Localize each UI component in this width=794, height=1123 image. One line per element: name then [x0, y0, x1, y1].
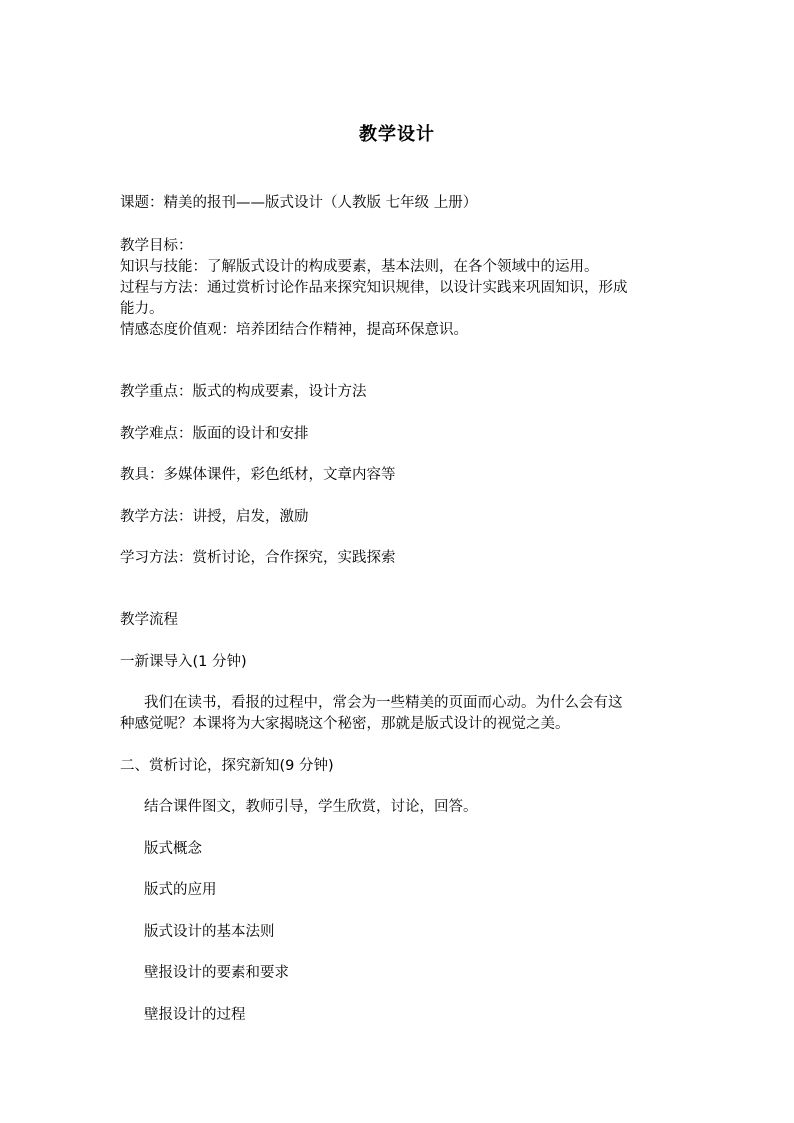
section2-intro: 结合课件图文，教师引导，学生欣赏，讨论，回答。 [144, 799, 478, 815]
objective-emotion: 情感态度价值观：培养团结合作精神，提高环保意识。 [120, 322, 468, 338]
key-points: 教学重点：版式的构成要素，设计方法 [120, 384, 367, 400]
section2-heading: 二、赏析讨论，探究新知(9 分钟) [120, 758, 334, 774]
list-item: 壁报设计的过程 [144, 1007, 246, 1023]
teaching-methods: 教学方法：讲授，启发，激励 [120, 509, 309, 525]
difficulties: 教学难点：版面的设计和安排 [120, 426, 309, 442]
flow-heading: 教学流程 [120, 612, 178, 628]
list-item: 版式设计的基本法则 [144, 924, 275, 940]
topic-line: 课题：精美的报刊——版式设计（人教版 七年级 上册） [120, 195, 478, 211]
list-item: 版式概念 [144, 841, 202, 857]
objectives-heading: 教学目标： [120, 238, 193, 254]
objective-knowledge: 知识与技能：了解版式设计的构成要素，基本法则，在各个领域中的运用。 [120, 259, 599, 275]
section1-heading: 一新课导入(1 分钟) [120, 654, 247, 670]
list-item: 版式的应用 [144, 882, 217, 898]
section1-paragraph-line2: 种感觉呢？本课将为大家揭晓这个秘密，那就是版式设计的视觉之美。 [120, 716, 570, 732]
list-item: 壁报设计的要素和要求 [144, 965, 289, 981]
teaching-aids: 教具：多媒体课件，彩色纸材，文章内容等 [120, 467, 396, 483]
learning-methods: 学习方法：赏析讨论，合作探究，实践探索 [120, 550, 396, 566]
document-title: 教学设计 [359, 124, 435, 145]
objective-process-line2: 能力。 [120, 301, 164, 317]
objective-process-line1: 过程与方法：通过赏析讨论作品来探究知识规律，以设计实践来巩固知识，形成 [120, 280, 628, 296]
section1-paragraph-line1: 我们在读书，看报的过程中，常会为一些精美的页面而心动。为什么会有这 [144, 695, 623, 711]
